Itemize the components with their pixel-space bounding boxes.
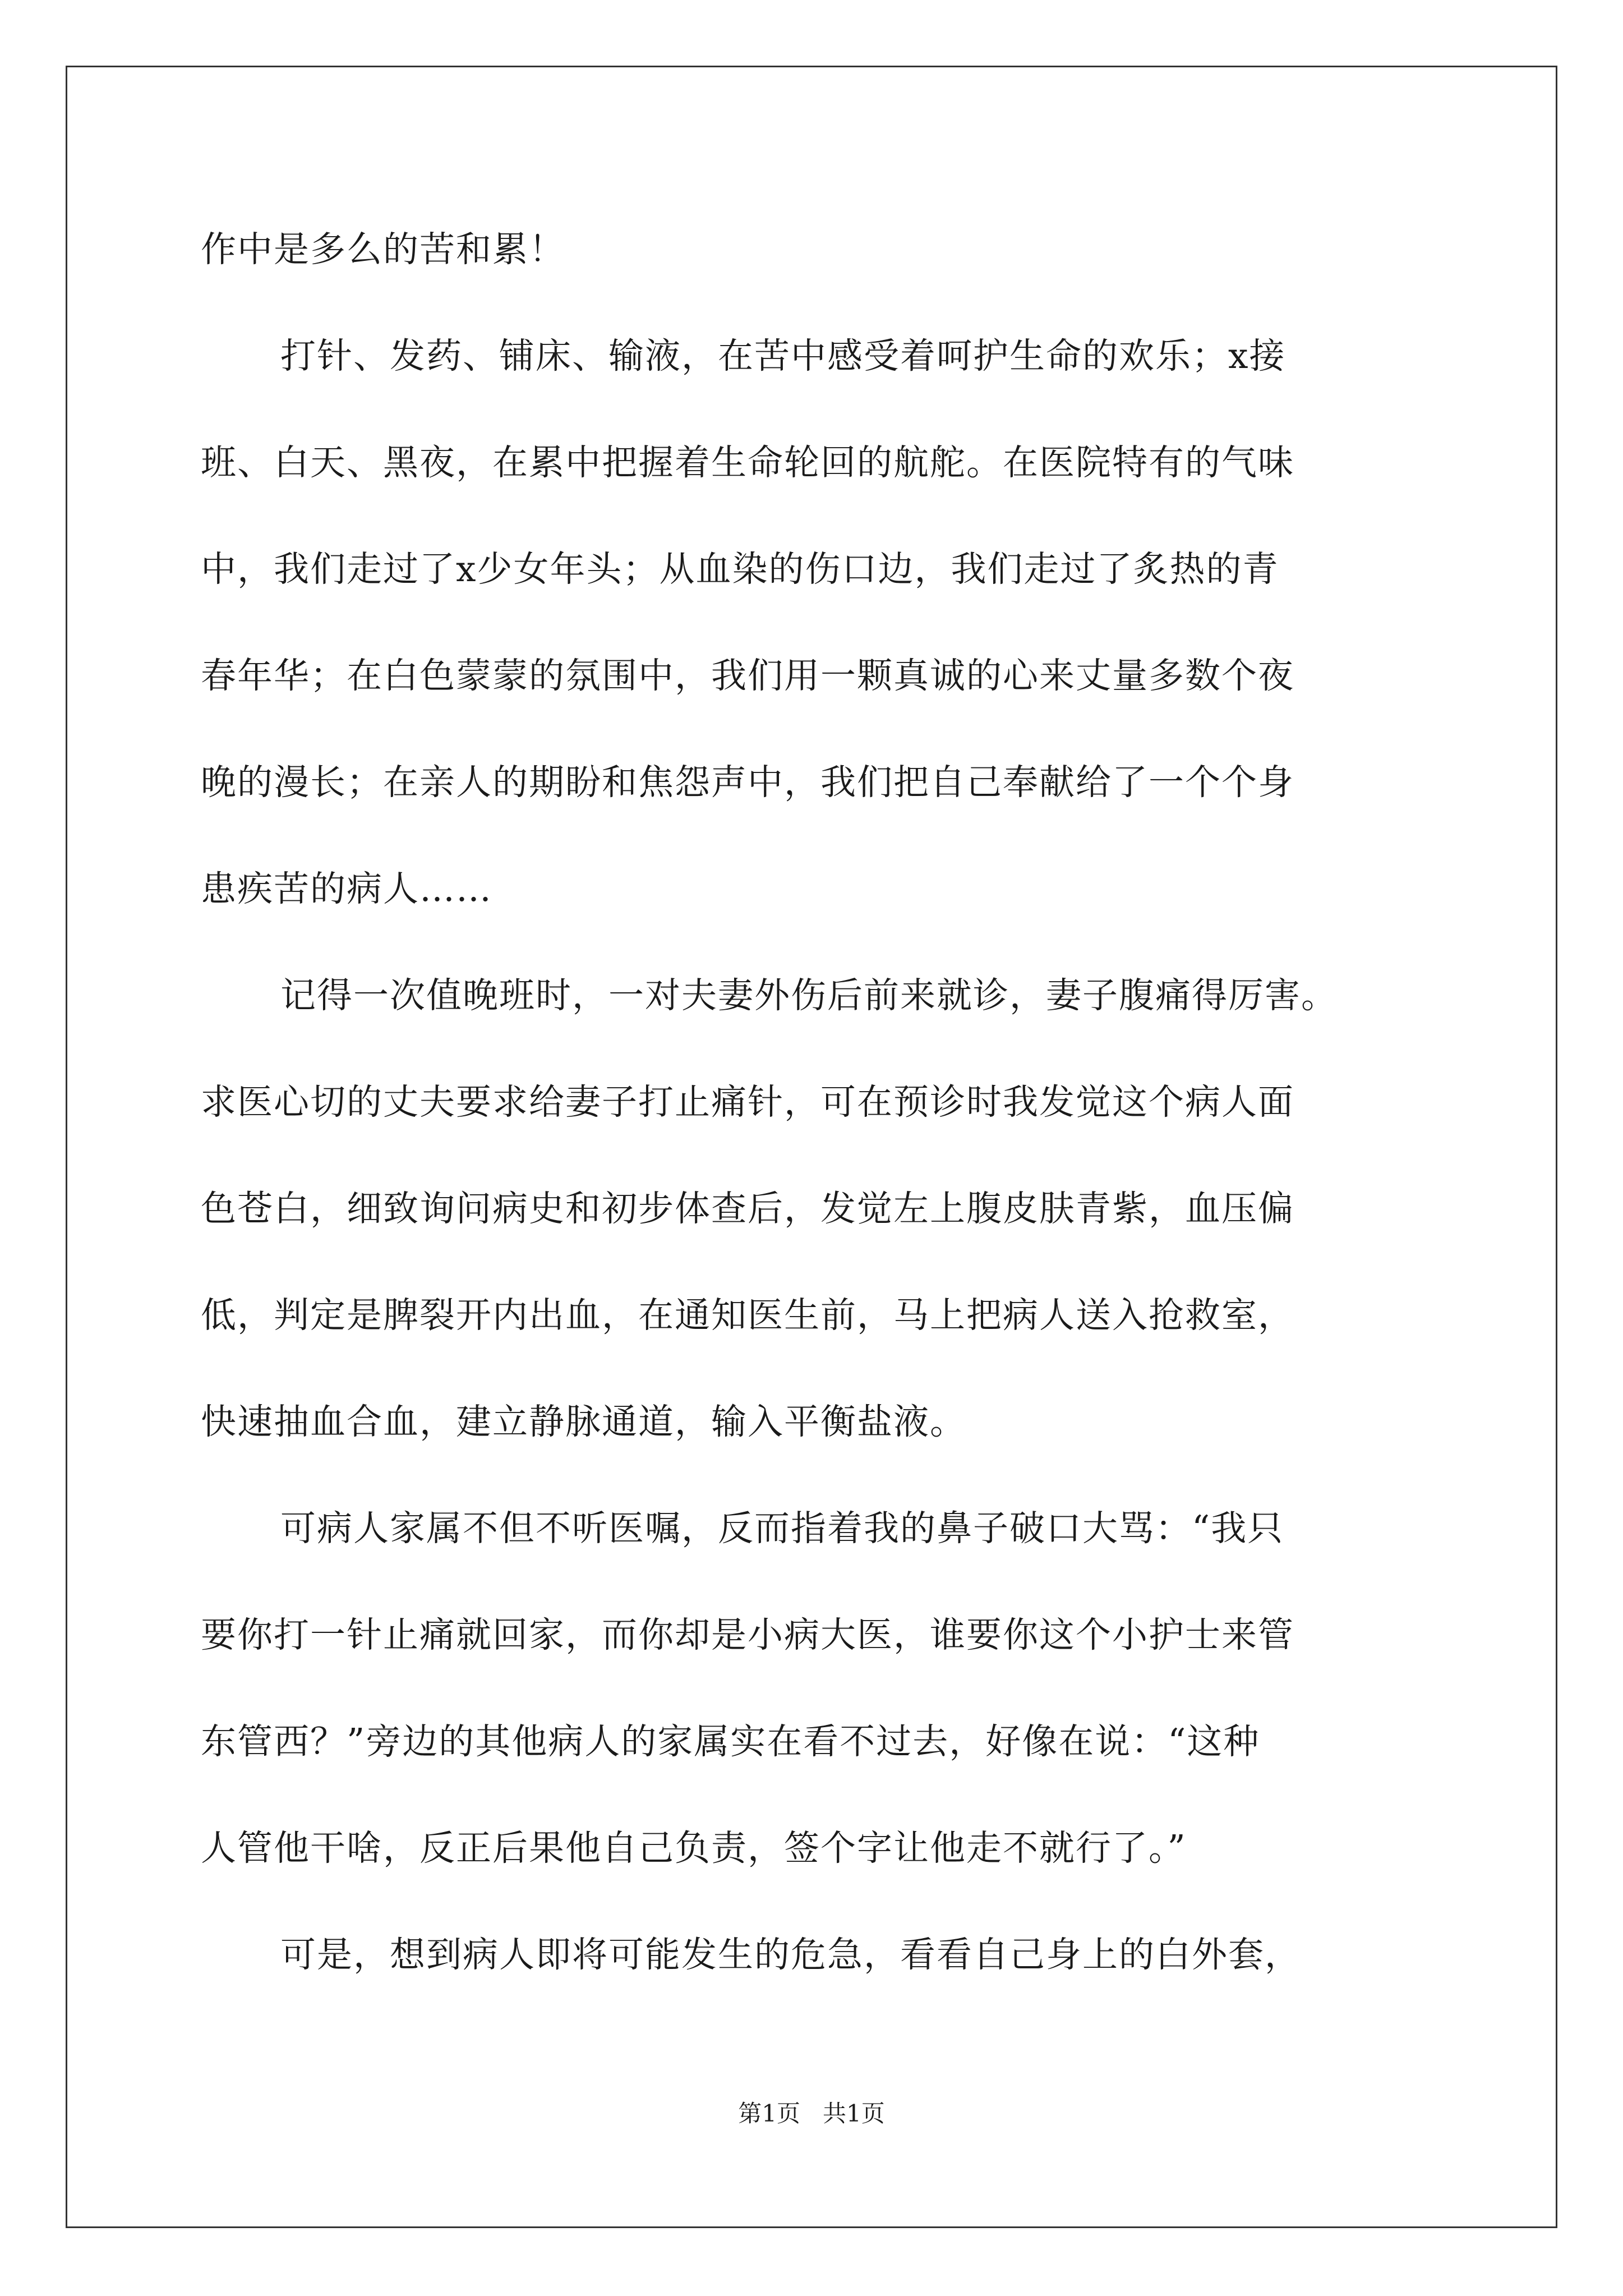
page-number: 第1页 [738, 2100, 800, 2127]
text-line: 人管他干啥，反正后果他自己负责，签个字让他走不就行了。” [201, 1828, 1187, 1869]
page-total: 共1页 [823, 2100, 885, 2127]
text-line: 打针、发药、铺床、输液，在苦中感受着呵护生命的欢乐；x接 [280, 335, 1286, 376]
text-line: 东管西？”旁边的其他病人的家属实在看不过去，好像在说：“这种 [201, 1721, 1260, 1762]
text-line: 要你打一针止痛就回家，而你却是小病大医，谁要你这个小护士来管 [201, 1614, 1294, 1655]
text-line: 快速抽血合血，建立静脉通道，输入平衡盐液。 [201, 1401, 966, 1442]
text-line: 班、白天、黑夜，在累中把握着生命轮回的航舵。在医院特有的气味 [201, 442, 1294, 483]
text-line: 可是，想到病人即将可能发生的危急，看看自己身上的白外套， [280, 1934, 1301, 1975]
text-line: 记得一次值晚班时，一对夫妻外伤后前来就诊，妻子腹痛得厉害。 [280, 975, 1338, 1016]
text-line: 患疾苦的病人…… [201, 868, 492, 909]
text-line: 中，我们走过了x少女年头；从血染的伤口边，我们走过了炙热的青 [201, 549, 1279, 590]
page-footer [0, 2097, 1623, 2131]
text-line: 低，判定是脾裂开内出血，在通知医生前，马上把病人送入抢救室， [201, 1295, 1294, 1336]
text-line: 春年华；在白色蒙蒙的氛围中，我们用一颗真诚的心来丈量多数个夜 [201, 655, 1294, 696]
text-line: 作中是多么的苦和累！ [201, 229, 565, 270]
document-body [201, 196, 1435, 2008]
text-line: 求医心切的丈夫要求给妻子打止痛针，可在预诊时我发觉这个病人面 [201, 1082, 1294, 1122]
text-line: 可病人家属不但不听医嘱，反而指着我的鼻子破口大骂：“我只 [280, 1508, 1284, 1549]
text-line: 晚的漫长；在亲人的期盼和焦怨声中，我们把自己奉献给了一个个身 [201, 762, 1294, 803]
text-line: 色苍白，细致询问病史和初步体查后，发觉左上腹皮肤青紫，血压偏 [201, 1188, 1294, 1229]
